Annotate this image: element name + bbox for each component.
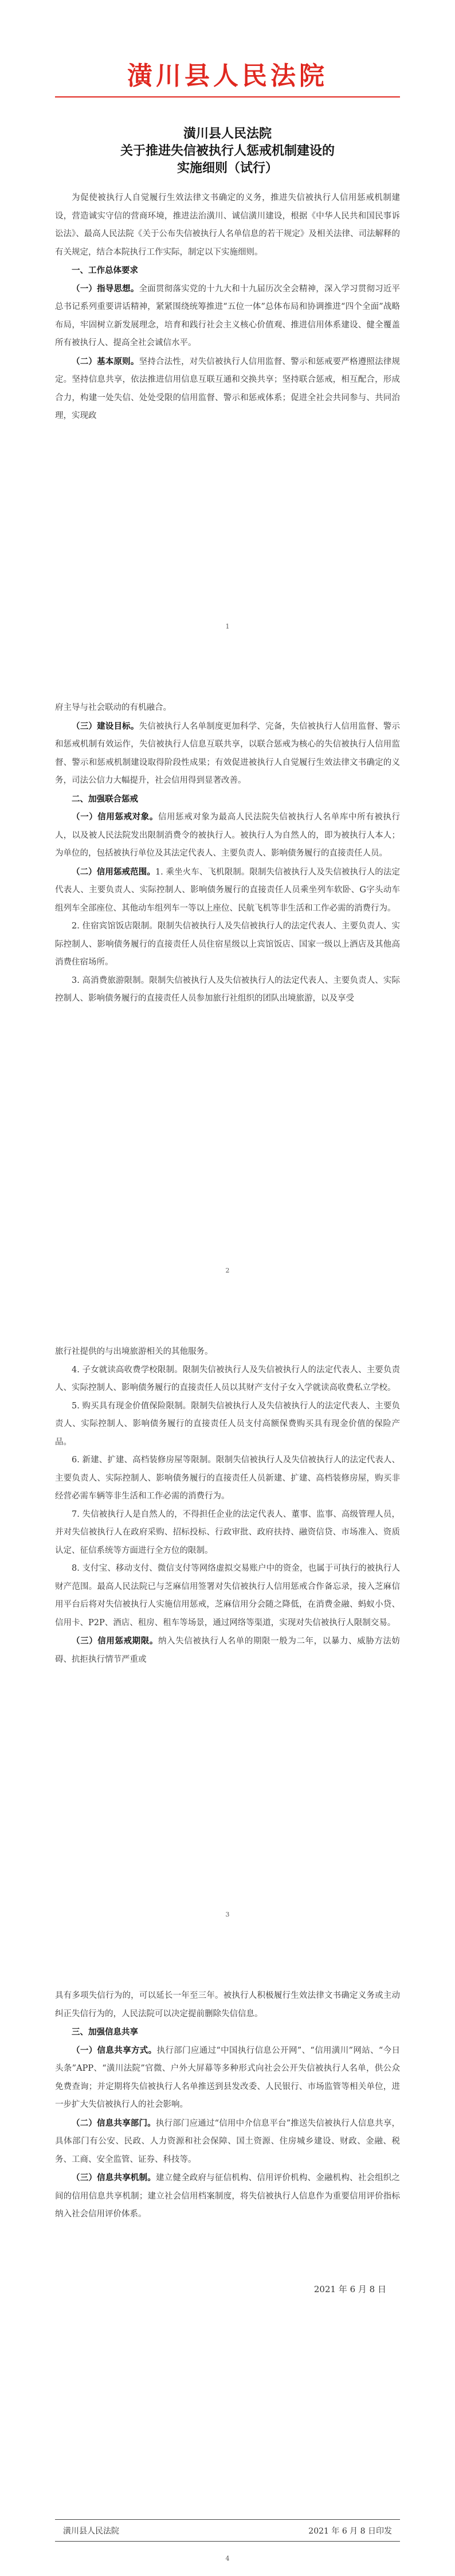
paragraph-label: （一）信用惩戒对象。 — [72, 812, 158, 822]
document-page-4 — [0, 1932, 455, 2576]
paragraph-sharing-departments — [55, 2114, 400, 2169]
paragraph-text: 坚持合法性，对失信被执行人信用监督、警示和惩戒要严格遵照法律规定。坚持信息共享，依法推进信用信息互联互通和交换共享；坚持联合惩戒，相互配合，形成合力，构建一处失信、处处受限的信用监督、警示和惩戒体系；促进全社会共同参与、共同治理，实现政 — [55, 357, 400, 420]
paragraph-label: （三）信息共享机制。 — [72, 2173, 156, 2183]
continued-paragraph: 具有多项失信行为的，可以延长一年至三年。被执行人积极履行生效法律文书确定义务或主动纠正失信行为的，人民法院可以决定提前删除失信信息。 — [55, 1991, 400, 2019]
signature-date: 2021 年 6 月 8 日 — [313, 2284, 386, 2294]
paragraph-punishment-term — [55, 1632, 400, 1669]
paragraph-text: 执行部门应通过“信用中介信息平台”推送失信被执行人信息共享，具体部门有公安、民政、人力资源和社会保障、国土资源、住房城乡建设、财政、金融、税务、工商、安全监管、证券、科技等。 — [55, 2118, 400, 2164]
paragraph-text: 执行部门应通过“中国执行信息公开网”、“信用潢川”网站、“今日头条”APP、“潢川法院”官微、户外大屏幕等多种形式向社会公开失信被执行人名单，供公众免费查询；并定期将失信被执行人名单推送到县发改委、人民银行、市场监管等相关单位，进一步扩大失信被执行人的社会影响。 — [55, 2046, 400, 2109]
doc-title-main: 关于推进失信被执行人惩戒机制建设的 — [120, 143, 335, 158]
footer-top-rule — [55, 2519, 400, 2520]
paragraph-punishment-scope — [55, 863, 400, 918]
footer-issuer: 潢川县人民法院 — [63, 2527, 119, 2536]
doc-title-issuer: 潢川县人民法院 — [183, 126, 272, 141]
paragraph-online-payment: 8. 支付宝、移动支付、微信支付等网络虚拟交易账户中的资金，也属于可执行的被执行人财产范围。最高人民法院已与芝麻信用签署对失信被执行人信用惩戒合作备忘录，接入芝麻信用平台后将对失信被执行人实施信用惩戒，芝麻信用分会随之降低，在消费金融、蚂蚁小贷、信用卡、P2P、酒店、租房、租车等场景，通过网络等渠道，实现对失信被执行人限制交易。 — [55, 1564, 400, 1627]
page-number: 3 — [225, 1911, 230, 1918]
paragraph-insurance-restriction: 5. 购买具有现金价值保险限制。限制失信被执行人及失信被执行人的法定代表人、主要负责人、实际控制人、影响债务履行的直接责任人员支付高额保费购买具有现金价值的保险产品。 — [55, 1401, 400, 1447]
section-heading-2: 二、加强联合惩戒 — [72, 794, 138, 804]
document-page-3 — [0, 1288, 455, 1932]
page-number: 1 — [225, 623, 230, 630]
court-header-title: 潢川县人民法院 — [127, 61, 328, 91]
paragraph-guiding-ideology — [55, 280, 400, 353]
paragraph-sharing-method — [55, 2042, 400, 2114]
section-heading-1: 一、工作总体要求 — [72, 266, 138, 275]
doc-title-sub: 实施细则（试行） — [176, 161, 278, 175]
red-header-rule — [55, 96, 400, 97]
paragraph-label: （三）信用惩戒期限。 — [72, 1636, 158, 1646]
page3-body — [55, 1343, 400, 1669]
paragraph-label: （二）信用惩戒范围。 — [72, 867, 155, 877]
paragraph-label: （二）基本原则。 — [72, 356, 139, 366]
paragraph-text: 失信被执行人名单制度更加科学、完备，失信被执行人信用监督、警示和惩戒机制有效运作，失信被执行人信息互联共享，以联合惩戒为核心的失信被执行人信用监督、警示和惩戒机制建设取得阶段性成果；有效促进被执行人自觉履行生效法律文书确定的义务，司法公信力大幅提升，社会信用得到显著改善。 — [55, 721, 400, 785]
document-page-1 — [0, 0, 455, 644]
paragraph-basic-principles — [55, 353, 400, 426]
intro-paragraph: 为促使被执行人自觉履行生效法律文书确定的义务，推进失信被执行人信用惩戒机制建设，营造诚实守信的营商环境，推进法治潢川、诚信潢川建设，根据《中华人民共和国民事诉讼法》、最高人民法院《关于公布失信被执行人名单信息的若干规定》及相关法律、司法解释的有关规定，结合本院执行工作实际，制定以下实施细则。 — [55, 193, 400, 257]
continued-paragraph: 旅行社提供的与出境旅游相关的其他服务。 — [55, 1347, 213, 1356]
paragraph-text: 建立健全政府与征信机构、信用评价机构、金融机构、社会组织之间的信用信息共享机制；建立社会信用档案制度，将失信被执行人信息作为重要信用评价指标纳入社会信用评价体系。 — [55, 2173, 401, 2219]
paragraph-sharing-mechanism — [55, 2169, 400, 2224]
paragraph-housing-restriction: 6. 新建、扩建、高档装修房屋等限制。限制失信被执行人及失信被执行人的法定代表人、主要负责人、实际控制人、影响债务履行的直接责任人员新建、扩建、高档装修房屋，购买非经营必需车辆等非生活和工作必需的消费行为。 — [55, 1455, 400, 1501]
footer-print-date: 2021 年 6 月 8 日印发 — [308, 2527, 392, 2536]
paragraph-label: （三）建设目标。 — [72, 721, 139, 731]
paragraph-label: （二）信息共享部门。 — [72, 2118, 156, 2128]
paragraph-management-restriction: 7. 失信被执行人是自然人的，不得担任企业的法定代表人、董事、监事、高级管理人员，并对失信被执行人在政府采购、招标投标、行政审批、政府扶持、融资信贷、市场准入、资质认定、征信系统等方面进行全方位的限制。 — [55, 1509, 400, 1555]
page-number: 2 — [225, 1267, 230, 1274]
paragraph-label: （一）信息共享方式。 — [72, 2045, 157, 2055]
page-number: 4 — [225, 2555, 230, 2562]
page4-body — [55, 1987, 400, 2224]
paragraph-travel-restriction: 3. 高消费旅游限制。限制失信被执行人及失信被执行人的法定代表人、主要负责人、实际控制人、影响债务履行的直接责任人员参加旅行社组织的团队出境旅游，以及享受 — [55, 975, 400, 1003]
paragraph-text: 信用惩戒对象为最高人民法院失信被执行人名单库中所有被执行人，以及被人民法院发出限制消费令的被执行人。被执行人为自然人的，即为被执行人本人；为单位的，包括被执行单位及其法定代表人、主要负责人、影响债务履行的直接责任人员。 — [55, 813, 401, 858]
page2-body — [55, 699, 400, 1008]
paragraph-label: （一）指导思想。 — [72, 283, 139, 294]
paragraph-text: 1. 乘坐火车、飞机限制。限制失信被执行人及失信被执行人的法定代表人、主要负责人、实际控制人、影响债务履行的直接责任人员乘坐列车软卧、G字头动车组列车全部座位、其他动车组列车一等以上座位、民航飞机等非生活和工作必需的消费行为。 — [55, 867, 400, 913]
footer-bottom-rule — [55, 2541, 400, 2542]
paragraph-punishment-targets — [55, 808, 400, 863]
paragraph-hotel-restriction: 2. 住宿宾馆饭店限制。限制失信被执行人及失信被执行人的法定代表人、主要负责人、实际控制人、影响债务履行的直接责任人员住宿星级以上宾馆饭店、国家一级以上酒店及其他高消费住宿场所。 — [55, 922, 400, 967]
document-page-2 — [0, 644, 455, 1288]
section-heading-3: 三、加强信息共享 — [72, 2027, 138, 2037]
page1-body — [55, 189, 400, 426]
paragraph-text: 全面贯彻落实党的十九大和十九届历次全会精神，深入学习贯彻习近平总书记系列重要讲话精神，紧紧围绕统筹推进“五位一体”总体布局和协调推进“四个全面”战略布局，牢固树立新发展理念，培育和践行社会主义核心价值观、推进信用体系建设、健全覆盖所有被执行人、提高全社会诚信水平。 — [55, 284, 400, 348]
paragraph-build-goals — [55, 717, 400, 790]
continued-paragraph: 府主导与社会联动的有机融合。 — [55, 703, 171, 712]
paragraph-school-restriction: 4. 子女就读高收费学校限制。限制失信被执行人及失信被执行人的法定代表人、主要负责人、实际控制人、影响债务履行的直接责任人员以其财产支付子女入学就读高收费私立学校。 — [55, 1365, 400, 1392]
paragraph-text: 纳入失信被执行人名单的期限一般为二年，以暴力、威胁方法妨碍、抗拒执行情节严重或 — [55, 1637, 401, 1664]
